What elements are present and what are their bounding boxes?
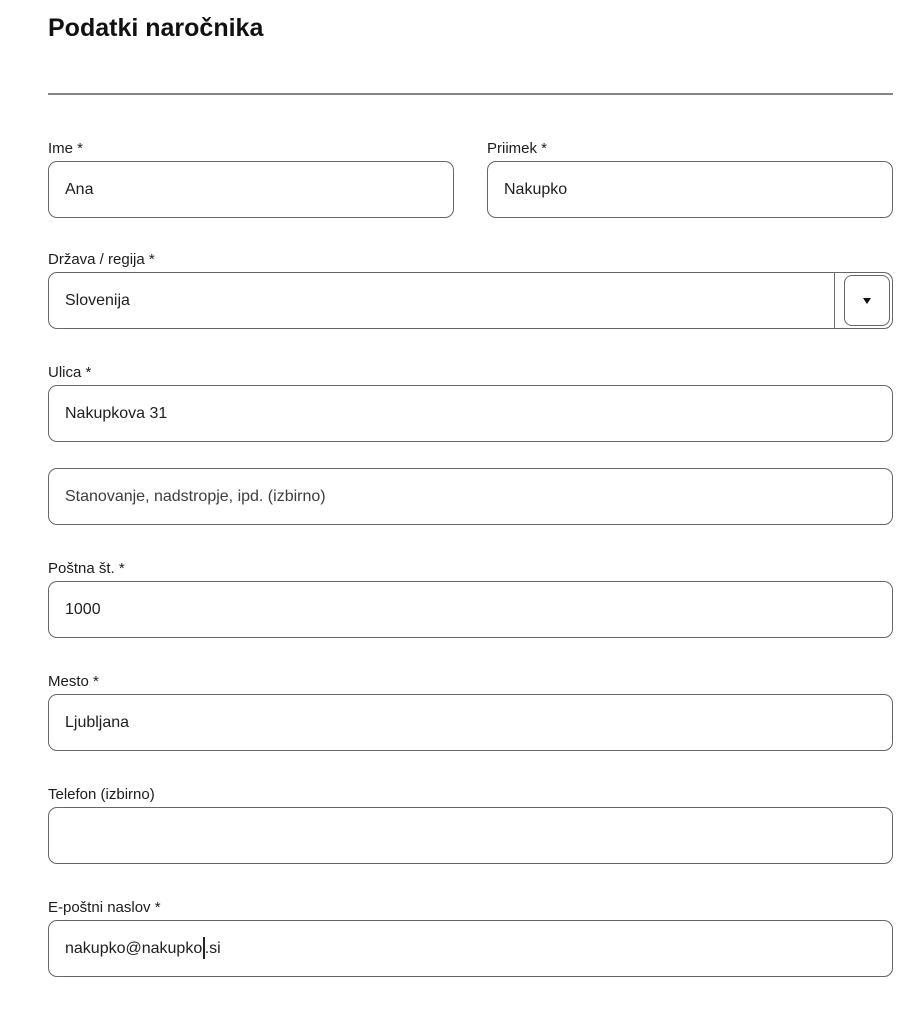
city-label: Mesto *	[48, 673, 99, 690]
email-value-before-caret: nakupko@nakupko	[65, 939, 203, 957]
customer-details-form	[48, 139, 893, 977]
postcode-input[interactable]	[48, 581, 893, 638]
address2-field	[48, 468, 893, 525]
chevron-down-icon	[863, 298, 871, 304]
text-caret	[203, 937, 205, 959]
phone-field	[48, 785, 893, 864]
section-divider	[48, 93, 893, 95]
country-label: Država / regija *	[48, 251, 155, 268]
phone-input[interactable]	[48, 807, 893, 864]
street-label: Ulica *	[48, 364, 92, 381]
country-select-value: Slovenija	[65, 291, 130, 309]
city-input[interactable]	[48, 694, 893, 751]
email-input[interactable]	[48, 920, 893, 977]
street-field	[48, 363, 893, 442]
phone-label: Telefon (izbirno)	[48, 786, 155, 803]
address2-input[interactable]	[48, 468, 893, 525]
country-select-button[interactable]	[844, 275, 890, 326]
email-value-after-caret: .si	[204, 939, 221, 957]
first-name-field	[48, 139, 454, 218]
page-title: Podatki naročnika	[48, 14, 264, 42]
first-name-input[interactable]	[48, 161, 454, 218]
postcode-field	[48, 559, 893, 638]
first-name-label: Ime *	[48, 140, 84, 157]
name-row	[48, 139, 893, 218]
street-input[interactable]	[48, 385, 893, 442]
select-divider	[834, 273, 835, 328]
email-label: E-poštni naslov *	[48, 899, 161, 916]
last-name-label: Priimek *	[487, 140, 548, 157]
last-name-input[interactable]	[487, 161, 893, 218]
postcode-label: Poštna št. *	[48, 560, 125, 577]
last-name-field	[487, 139, 893, 218]
country-select[interactable]	[48, 272, 893, 329]
email-field	[48, 898, 893, 977]
city-field	[48, 672, 893, 751]
country-field	[48, 250, 893, 329]
